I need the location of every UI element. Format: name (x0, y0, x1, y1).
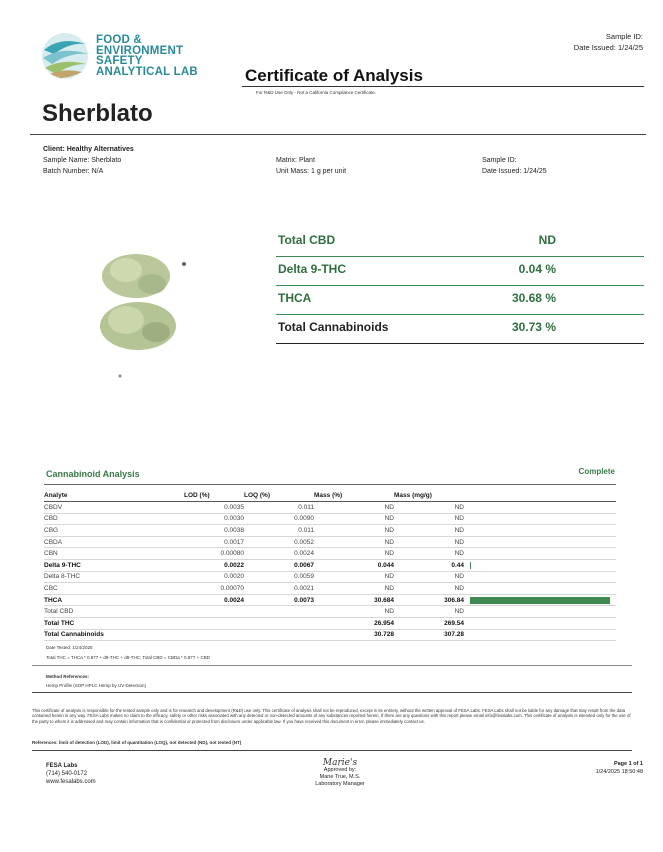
footer-divider (32, 750, 632, 751)
header-meta (574, 31, 643, 53)
col-lod: LOD (%) (184, 490, 244, 502)
summary-label: Total Cannabinoids (278, 320, 389, 334)
matrix: Matrix: Plant (276, 157, 315, 164)
footer-contact (46, 762, 96, 786)
cell-loq: 0.0021 (244, 583, 314, 595)
cell-loq: 0.0067 (244, 559, 314, 571)
cell-loq: 0.0073 (244, 594, 314, 606)
summary-label: Delta 9-THC (278, 262, 347, 276)
client-info (43, 144, 134, 177)
col-bar (464, 490, 616, 502)
cell-bar (464, 617, 616, 629)
report-timestamp: 1/24/2025 18:50:48 (595, 769, 643, 775)
cell-mass-mg: ND (394, 571, 464, 583)
summary-row (276, 228, 644, 257)
table-row (44, 502, 616, 514)
page-number: Page 1 of 1 (613, 761, 643, 767)
calc-formula: Total THC = THCa * 0.877 + d9-THC + d8-THC; Total CBD = CBDa * 0.877 + CBD (46, 655, 210, 660)
col-analyte: Analyte (44, 490, 184, 502)
approver-title: Laboratory Manager (315, 781, 365, 787)
cell-mass-mg: ND (394, 502, 464, 514)
col-mass-mg: Mass (mg/g) (394, 490, 464, 502)
cell-loq: 0.0090 (244, 513, 314, 525)
cell-mass-mg: ND (394, 513, 464, 525)
matrix-info (276, 155, 346, 177)
cell-analyte: CBG (44, 525, 184, 537)
cell-lod: 0.0035 (184, 502, 244, 514)
legal-disclaimer: This certificate of analysis is responsible for the tested sample only and is for research and development (R&D) use only. This certificate of analysis shall not be reproduced, except in its entirety, without the written approval of FESA Labs. FESA Labs shall not be liable for any damage that may result from the data contained herein in any way. FESA Labs makes no claim to the efficacy, safety or other risks associated with any detected or non-detected amounts of any substances reported herein. If there are any questions with this report please email info@fesalabs.com. This certificate of analysis is intended only for the use of the party to whom it is addressed and may contain information that is confidential or protected from disclosure under applicable law. If you have received this document in error, please immediately contact us. (32, 708, 631, 724)
mass-bar (470, 597, 610, 604)
summary-value: 30.68 % (511, 291, 556, 305)
header-date-issued: Date Issued: 1/24/25 (573, 43, 643, 52)
approver-name: Marie True, M.S. (319, 774, 361, 780)
cell-lod: 0.0024 (184, 594, 244, 606)
cell-mass-mg: 0.44 (394, 559, 464, 571)
cell-loq: 0.0024 (244, 548, 314, 560)
sample-name: Sample Name: Sherblato (43, 157, 122, 164)
cell-lod: 0.0017 (184, 536, 244, 548)
cell-bar (464, 525, 616, 537)
cell-mass-mg: ND (394, 525, 464, 537)
document-title: Certificate of Analysis (245, 66, 423, 85)
cell-mass-mg: 306.84 (394, 594, 464, 606)
method-reference: Hemp Profile (SOP HPLC Hemp by UV-Detection) (46, 683, 146, 688)
cell-analyte: CBDA (44, 536, 184, 548)
cell-mass-pct: ND (314, 536, 394, 548)
logo-line: FOOD & (96, 34, 142, 46)
method-divider (32, 692, 632, 693)
cell-bar (464, 559, 616, 571)
product-divider (30, 134, 646, 135)
formula-divider (32, 665, 632, 666)
mass-bar (470, 562, 471, 569)
table-body (44, 502, 616, 641)
abbreviation-references: References: limit of detection (LOD), limit of quantitation (LOQ), not detected (ND), not tested (NT) (32, 740, 242, 745)
cell-analyte: Delta 9-THC (44, 559, 184, 571)
product-name: Sherblato (42, 100, 153, 127)
cell-bar (464, 594, 616, 606)
footer-company: FESA Labs (46, 763, 78, 769)
compliance-disclaimer: For R&D Use Only - Not a California Compliance Certificate. (256, 90, 377, 95)
summary-value: ND (538, 233, 556, 247)
cell-lod: 0.00070 (184, 583, 244, 595)
method-references-label: Method References: (46, 674, 90, 679)
table-row (44, 617, 616, 629)
cell-analyte: CBD (44, 513, 184, 525)
cell-lod: 0.0030 (184, 513, 244, 525)
cell-loq (244, 629, 314, 641)
footer-website: www.fesalabs.com (46, 779, 96, 785)
logo-line: ANALYTICAL LAB (96, 65, 198, 78)
sample-meta (482, 155, 547, 177)
approver-signature: Marie's (322, 758, 358, 768)
batch-number: Batch Number: N/A (43, 168, 104, 175)
cell-analyte: Total CBD (44, 606, 184, 618)
cell-lod: 0.00080 (184, 548, 244, 560)
analysis-status: Complete (578, 467, 615, 476)
table-row (44, 536, 616, 548)
potency-summary (276, 228, 644, 344)
logo-line: SAFETY (96, 55, 143, 67)
table-row (44, 583, 616, 595)
cell-mass-pct: 26.954 (314, 617, 394, 629)
table-row (44, 548, 616, 560)
cell-lod: 0.0038 (184, 525, 244, 537)
cell-loq: 0.011 (244, 502, 314, 514)
sample-photo (96, 248, 206, 383)
table-row (44, 571, 616, 583)
cell-analyte: CBDV (44, 502, 184, 514)
cell-analyte: CBN (44, 548, 184, 560)
cell-mass-mg: ND (394, 583, 464, 595)
summary-value: 30.73 % (511, 320, 556, 334)
cell-mass-pct: ND (314, 571, 394, 583)
sample-id: Sample ID: (482, 157, 517, 164)
summary-row (276, 257, 644, 286)
cell-loq (244, 606, 314, 618)
table-row (44, 525, 616, 537)
logo-line: ENVIRONMENT (96, 44, 184, 57)
col-loq: LOQ (%) (244, 490, 314, 502)
cell-mass-mg: ND (394, 606, 464, 618)
client-name: Client: Healthy Alternatives (43, 146, 134, 153)
cell-bar (464, 583, 616, 595)
cell-bar (464, 513, 616, 525)
date-tested: Date Tested: 1/24/2025 (46, 645, 93, 650)
cell-analyte: Total Cannabinoids (44, 629, 184, 641)
cell-lod: 0.0022 (184, 559, 244, 571)
table-row (44, 513, 616, 525)
header-divider (242, 86, 644, 87)
table-row (44, 629, 616, 641)
cell-bar (464, 629, 616, 641)
cell-bar (464, 571, 616, 583)
cell-bar (464, 606, 616, 618)
cell-mass-pct: 0.044 (314, 559, 394, 571)
date-issued: Date Issued: 1/24/25 (482, 168, 547, 175)
cell-mass-mg: 307.28 (394, 629, 464, 641)
cell-lod (184, 629, 244, 641)
approved-by-label: Approved by: (323, 767, 357, 773)
cannabinoid-table (44, 490, 616, 641)
header-sample-id: Sample ID: (605, 32, 643, 41)
summary-label: Total CBD (278, 233, 336, 247)
cell-mass-pct: ND (314, 502, 394, 514)
cell-analyte: Delta 8-THC (44, 571, 184, 583)
cell-mass-mg: ND (394, 548, 464, 560)
cell-loq: 0.0052 (244, 536, 314, 548)
cell-lod (184, 617, 244, 629)
cell-mass-mg: ND (394, 536, 464, 548)
cell-mass-pct: 30.684 (314, 594, 394, 606)
cell-loq: 0.0059 (244, 571, 314, 583)
cell-mass-pct: ND (314, 548, 394, 560)
table-row (44, 606, 616, 618)
cell-mass-pct: ND (314, 513, 394, 525)
lab-logo-text (96, 35, 198, 77)
table-header-row (44, 490, 616, 502)
analysis-title: Cannabinoid Analysis (46, 469, 140, 479)
cell-mass-mg: 269.54 (394, 617, 464, 629)
cell-bar (464, 548, 616, 560)
cell-lod (184, 606, 244, 618)
cell-bar (464, 502, 616, 514)
cell-loq (244, 617, 314, 629)
approval-block (300, 760, 380, 788)
cell-mass-pct: 30.728 (314, 629, 394, 641)
cell-mass-pct: ND (314, 606, 394, 618)
table-row (44, 594, 616, 606)
lab-logo-mark-icon (40, 30, 90, 82)
cell-mass-pct: ND (314, 525, 394, 537)
table-row (44, 559, 616, 571)
summary-row-total (276, 315, 644, 344)
col-mass-pct: Mass (%) (314, 490, 394, 502)
summary-label: THCA (278, 291, 312, 305)
cell-bar (464, 536, 616, 548)
cell-mass-pct: ND (314, 583, 394, 595)
footer-phone: (714) 540-0172 (46, 771, 88, 777)
summary-row (276, 286, 644, 315)
footer-page-info (596, 760, 643, 776)
cell-lod: 0.0020 (184, 571, 244, 583)
cell-analyte: CBC (44, 583, 184, 595)
lab-logo (40, 30, 200, 86)
cell-analyte: THCA (44, 594, 184, 606)
summary-value: 0.04 % (518, 262, 556, 276)
cell-analyte: Total THC (44, 617, 184, 629)
unit-mass: Unit Mass: 1 g per unit (276, 168, 347, 175)
cell-loq: 0.011 (244, 525, 314, 537)
analysis-divider (44, 484, 616, 485)
